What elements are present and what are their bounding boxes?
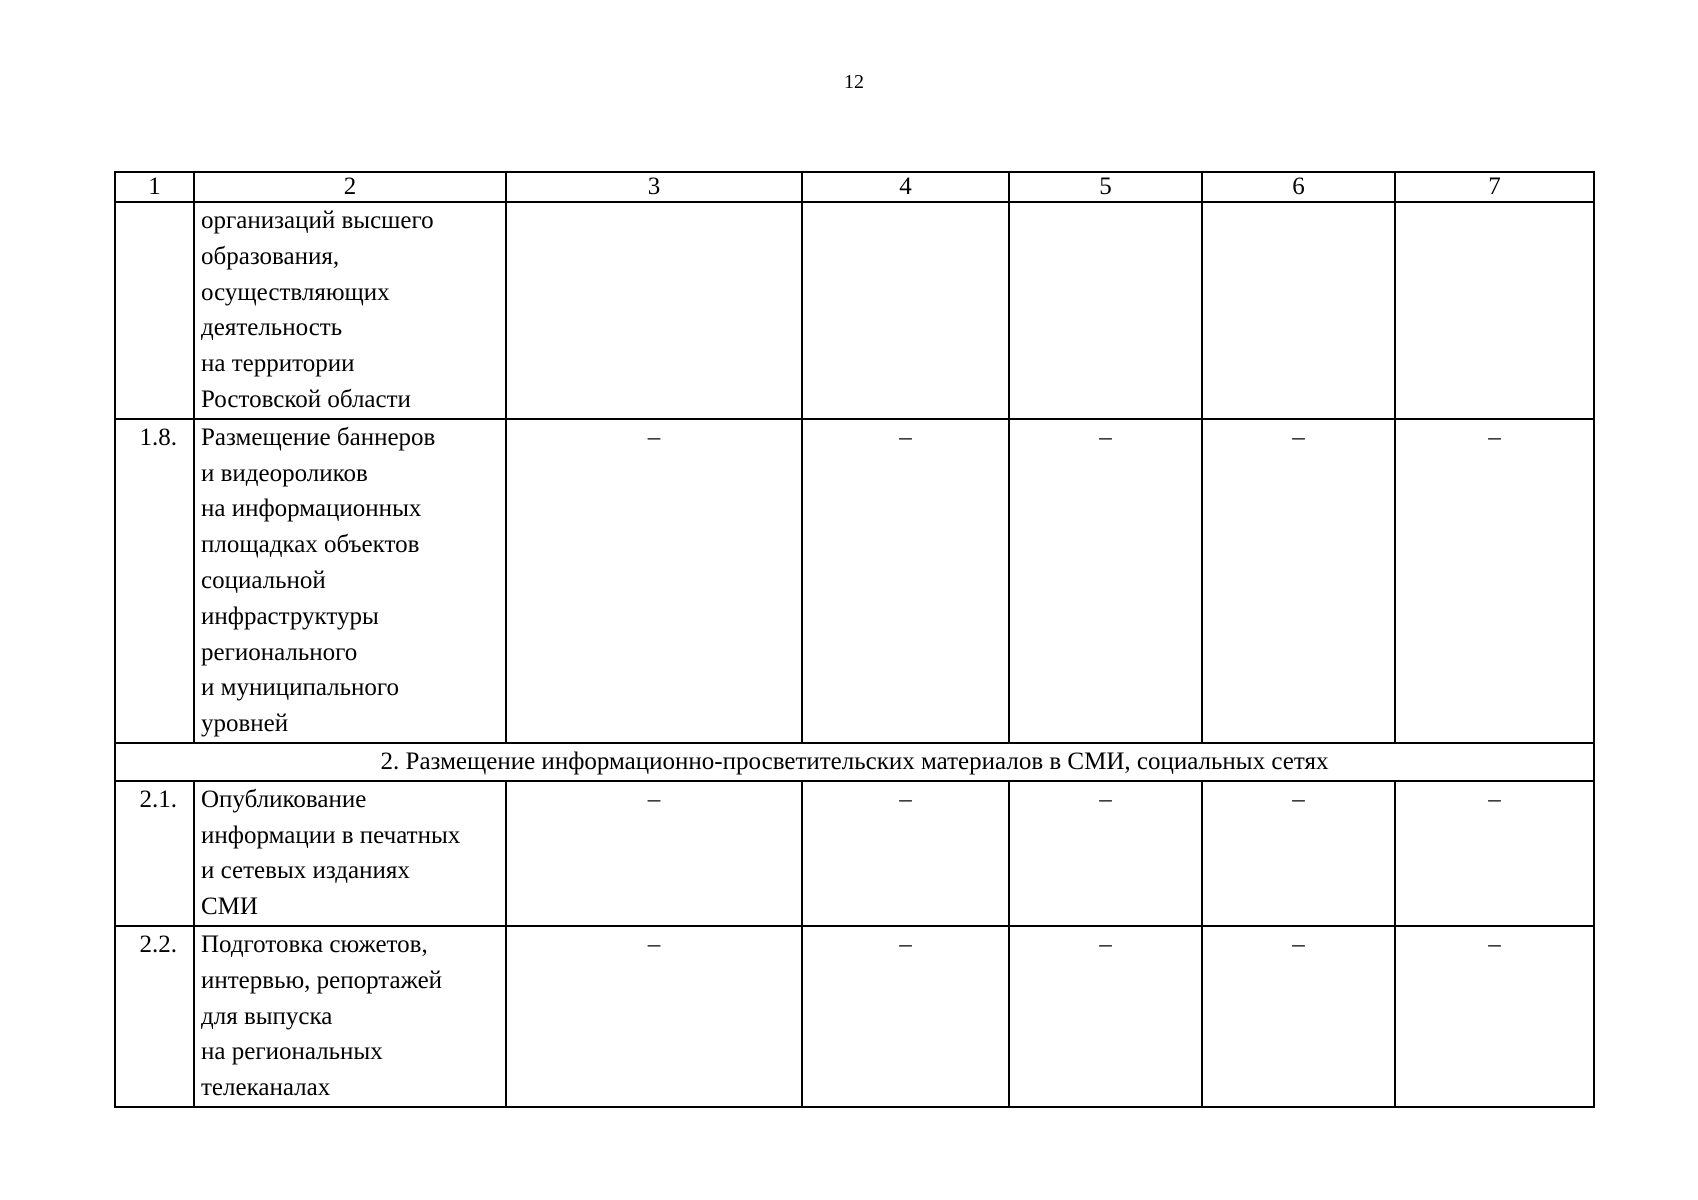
value-cell: – (1009, 781, 1202, 926)
description-line: уровней (201, 710, 289, 738)
description-line: СМИ (201, 893, 258, 921)
section-row (115, 743, 1594, 781)
description-cell (194, 781, 506, 926)
table-row (115, 419, 1594, 743)
description-line: осуществляющих (201, 278, 390, 306)
header-cell: 6 (1202, 172, 1395, 202)
description-cell (194, 202, 506, 419)
page-number: 12 (844, 71, 864, 93)
description-line: деятельность (201, 314, 343, 342)
description-line: социальной (201, 566, 326, 594)
description-line: телеканалах (201, 1074, 331, 1102)
value-cell: – (1395, 419, 1594, 743)
description-cell (194, 419, 506, 743)
value-cell: – (1202, 419, 1395, 743)
description-line: Ростовской области (201, 385, 411, 413)
description-line: образования, (201, 242, 340, 270)
row-number-cell (115, 202, 194, 419)
row-number-cell: 2.1. (115, 781, 194, 926)
data-table (114, 171, 1595, 1108)
description-line: и сетевых изданиях (201, 857, 410, 885)
value-cell: – (506, 419, 802, 743)
value-cell: – (802, 926, 1009, 1107)
value-cell: – (506, 926, 802, 1107)
value-cell: – (1202, 926, 1395, 1107)
row-number-cell: 2.2. (115, 926, 194, 1107)
description-line: регионального (201, 638, 358, 666)
description-line: на информационных (201, 495, 422, 523)
value-cell: – (1009, 419, 1202, 743)
section-heading: 2. Размещение информационно-просветительских материалов в СМИ, социальных сетях (115, 743, 1594, 781)
description-line: на территории (201, 350, 355, 378)
value-cell: – (1202, 781, 1395, 926)
header-cell: 2 (194, 172, 506, 202)
description-cell (194, 926, 506, 1107)
value-cell (506, 202, 802, 419)
header-cell: 5 (1009, 172, 1202, 202)
description-line: Опубликование (201, 785, 367, 813)
description-line: на региональных (201, 1038, 383, 1066)
description-line: интервью, репортажей (201, 966, 443, 994)
value-cell: – (802, 419, 1009, 743)
value-cell (1395, 202, 1594, 419)
description-line: и видеороликов (201, 459, 368, 487)
row-number-cell: 1.8. (115, 419, 194, 743)
table-row (115, 202, 1594, 419)
header-cell: 3 (506, 172, 802, 202)
description-line: площадках объектов (201, 531, 420, 559)
value-cell (802, 202, 1009, 419)
value-cell: – (802, 781, 1009, 926)
column-number-header-row (115, 172, 1594, 202)
description-line: информации в печатных (201, 821, 461, 849)
value-cell (1009, 202, 1202, 419)
value-cell: – (1009, 926, 1202, 1107)
value-cell: – (1395, 781, 1594, 926)
header-cell: 7 (1395, 172, 1594, 202)
value-cell: – (506, 781, 802, 926)
description-line: организаций высшего (201, 207, 434, 234)
description-line: Размещение баннеров (201, 423, 436, 451)
description-line: инфраструктуры (201, 602, 379, 630)
description-line: Подготовка сюжетов, (201, 930, 428, 958)
table-row (115, 926, 1594, 1107)
table-row (115, 781, 1594, 926)
value-cell (1202, 202, 1395, 419)
description-line: для выпуска (201, 1002, 333, 1030)
header-cell: 1 (115, 172, 194, 202)
header-cell: 4 (802, 172, 1009, 202)
description-line: и муниципального (201, 674, 400, 702)
value-cell: – (1395, 926, 1594, 1107)
